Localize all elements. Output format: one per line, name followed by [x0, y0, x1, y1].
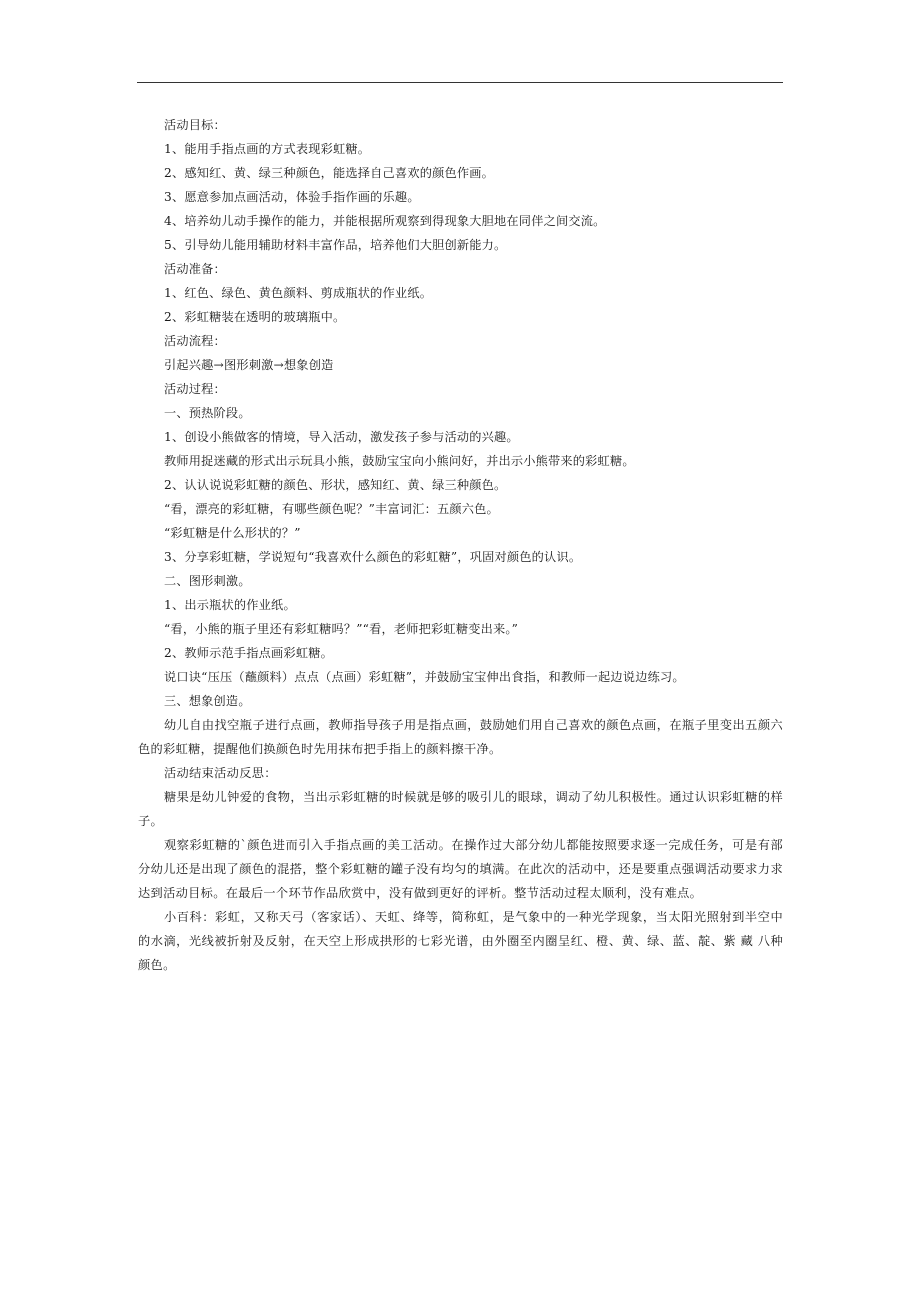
- process-line: “看，小熊的瓶子里还有彩虹糖吗？”“看，老师把彩虹糖变出来。”: [164, 622, 519, 636]
- section-heading: 二、图形刺激。: [164, 574, 251, 588]
- process-line: 1、创设小熊做客的情境，导入活动，激发孩子参与活动的兴趣。: [164, 430, 519, 444]
- section-heading: 三、想象创造。: [164, 694, 251, 708]
- heading-activity-goals: 活动目标：: [164, 118, 226, 132]
- heading-activity-flow: 活动流程：: [164, 334, 226, 348]
- process-line: 2、认认说说彩虹糖的颜色、形状，感知红、黄、绿三种颜色。: [164, 478, 507, 492]
- header-rule: [137, 82, 783, 83]
- paragraph-creation: 幼儿自由找空瓶子进行点画，教师指导孩子用是指点画，鼓励她们用自己喜欢的颜色点画，在瓶子里变出五颜六色的彩虹糖，提醒他们换颜色时先用抹布把手指上的颜料擦干净。: [138, 718, 783, 756]
- paragraph-reflection: 糖果是幼儿钟爱的食物，当出示彩虹糖的时候就是够的吸引儿的眼球，调动了幼儿积极性。通过认识彩虹糖的样子。: [138, 790, 783, 828]
- preparation-item: 1、红色、绿色、黄色颜料、剪成瓶状的作业纸。: [164, 286, 433, 300]
- paragraph-encyclopedia: 小百科：彩虹，又称天弓（客家话）、天虹、绛等，简称虹，是气象中的一种光学现象，当太阳光照射到半空中的水滴，光线被折射及反射，在天空上形成拱形的七彩光谱，由外圈至内圈呈红、橙、黄、绿、蓝、靛、紫 藏 八种颜色。: [138, 910, 783, 972]
- section-heading: 一、预热阶段。: [164, 406, 251, 420]
- heading-activity-preparation: 活动准备：: [164, 262, 226, 276]
- process-line: 1、出示瓶状的作业纸。: [164, 598, 296, 612]
- flow-text: 引起兴趣→图形刺激→想象创造: [164, 358, 334, 372]
- preparation-item: 2、彩虹糖装在透明的玻璃瓶中。: [164, 310, 346, 324]
- document-body: [138, 113, 783, 977]
- process-line: 3、分享彩虹糖，学说短句“我喜欢什么颜色的彩虹糖”，巩固对颜色的认识。: [164, 550, 582, 564]
- goal-item: 3、愿意参加点画活动，体验手指作画的乐趣。: [164, 190, 420, 204]
- process-line: “看，漂亮的彩虹糖，有哪些颜色呢？”丰富词汇：五颜六色。: [164, 502, 499, 516]
- goal-item: 2、感知红、黄、绿三种颜色，能选择自己喜欢的颜色作画。: [164, 166, 495, 180]
- process-line: 2、教师示范手指点画彩虹糖。: [164, 646, 333, 660]
- process-line: “彩虹糖是什么形状的？”: [164, 526, 301, 540]
- goal-item: 4、培养幼儿动手操作的能力，并能根据所观察到得现象大胆地在同伴之间交流。: [164, 214, 606, 228]
- process-line: 说口诀“压压（蘸颜料）点点（点画）彩虹糖”，并鼓励宝宝伸出食指，和教师一起边说边练习。: [164, 670, 685, 684]
- goal-item: 1、能用手指点画的方式表现彩虹糖。: [164, 142, 371, 156]
- process-line: 教师用捉迷藏的形式出示玩具小熊，鼓励宝宝向小熊问好，并出示小熊带来的彩虹糖。: [164, 454, 635, 468]
- heading-reflection: 活动结束活动反思：: [164, 766, 277, 780]
- goal-item: 5、引导幼儿能用辅助材料丰富作品，培养他们大胆创新能力。: [164, 238, 507, 252]
- heading-activity-process: 活动过程：: [164, 382, 226, 396]
- paragraph-reflection: 观察彩虹糖的`颜色进而引入手指点画的美工活动。在操作过大部分幼儿都能按照要求逐一完成任务，可是有部分幼儿还是出现了颜色的混搭，整个彩虹糖的罐子没有均匀的填满。在此次的活动中，还是要重点强调活动要求力求达到活动目标。在最后一个环节作品欣赏中，没有做到更好的评析。整节活动过程太顺利，没有难点。: [138, 838, 783, 900]
